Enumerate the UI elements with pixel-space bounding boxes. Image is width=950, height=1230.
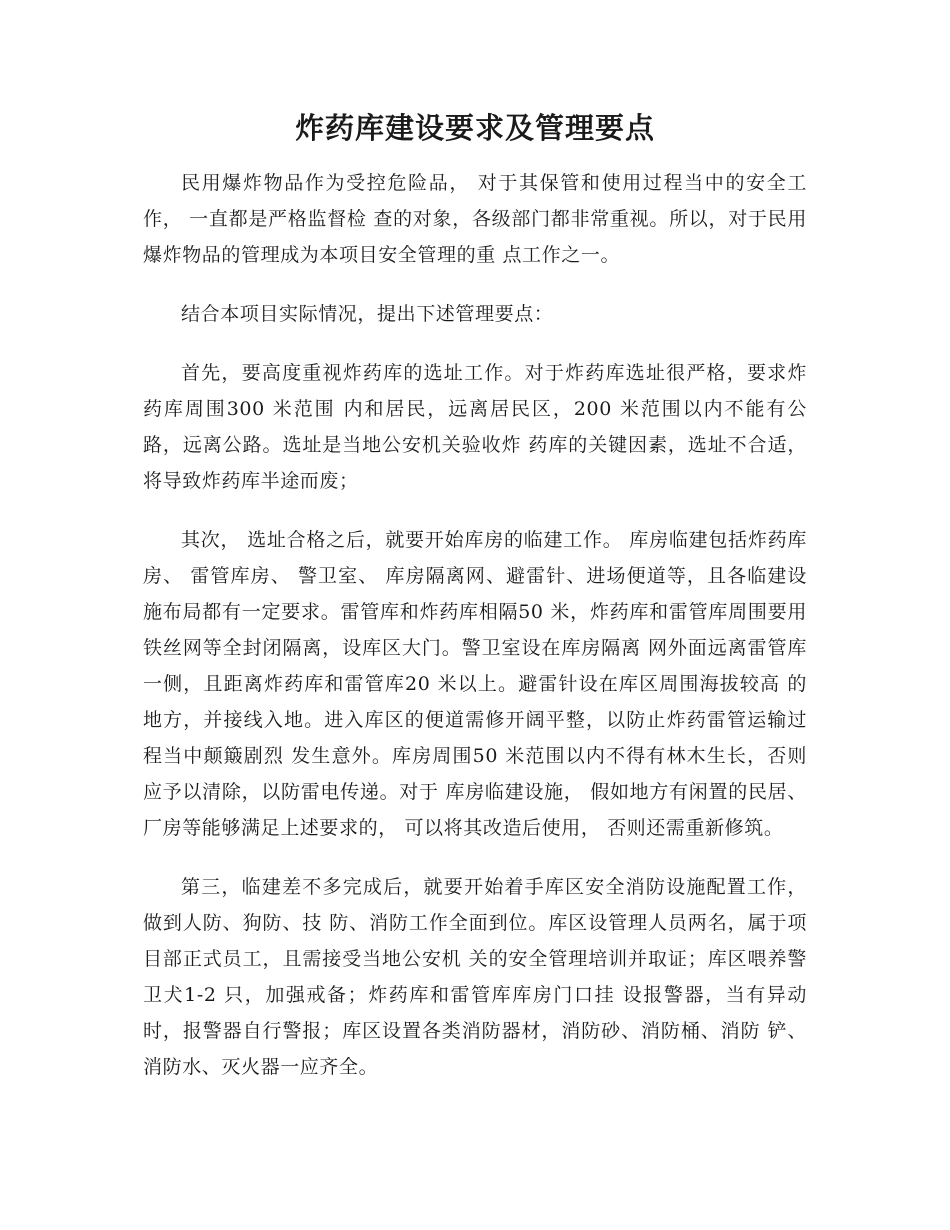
document-body xyxy=(143,165,807,1108)
paragraph-summary: 结合本项目实际情况，提出下述管理要点： xyxy=(181,303,554,325)
document-title: 炸药库建设要求及管理要点 xyxy=(294,111,655,145)
paragraph-temporary-construction: 其次， 选址合格之后，就要开始库房的临建工作。 库房临建包括炸药库房、 雷管库房、 警卫室、 库房隔离网、避雷针、进场便道等，且各临建设施布局都有一定要求。雷管库和炸药库相隔50 米，炸药库和雷管库周围要用铁丝网等全封闭隔离，设库区大门。警卫室设在库房隔离 网外面远离雷管库一侧，且距离炸药库和雷管库20 米以上。避雷针设在库区周围海拔较高 的地方，并接线入地。进入库区的便道需修开阔平整，以防止炸药雷管运输过程当中颠簸剧烈 发生意外。库房周围50 米范围以内不得有林木生长，否则应予以清除，以防雷电传递。对于 库房临建设施， 假如地方有闲置的民居、 厂房等能够满足上述要求的， 可以将其改造后使用， 否则还需重新修筑。 xyxy=(143,529,807,839)
paragraph-safety-facilities: 第三，临建差不多完成后，就要开始着手库区安全消防设施配置工作，做到人防、狗防、技 防、消防工作全面到位。库区设管理人员两名，属于项目部正式员工，且需接受当地公安机 关的安全管理培训并取证；库区喂养警卫犬1-2 只，加强戒备；炸药库和雷管库库房门口挂 设报警器，当有异动时，报警器自行警报；库区设置各类消防器材，消防砂、消防桶、消防 铲、消防水、灭火器一应齐全。 xyxy=(143,876,807,1078)
paragraph-site-selection: 首先，要高度重视炸药库的选址工作。对于炸药库选址很严格，要求炸药库周围300 米范围 内和居民，远离居民区，200 米范围以内不能有公路，远离公路。选址是当地公安机关验收炸 药库的关键因素，选址不合适，将导致炸药库半途而废； xyxy=(143,362,807,492)
paragraph-intro: 民用爆炸物品作为受控危险品， 对于其保管和使用过程当中的安全工作， 一直都是严格监督检 查的对象，各级部门都非常重视。所以，对于民用爆炸物品的管理成为本项目安全管理的重 点工作之一。 xyxy=(143,172,807,266)
